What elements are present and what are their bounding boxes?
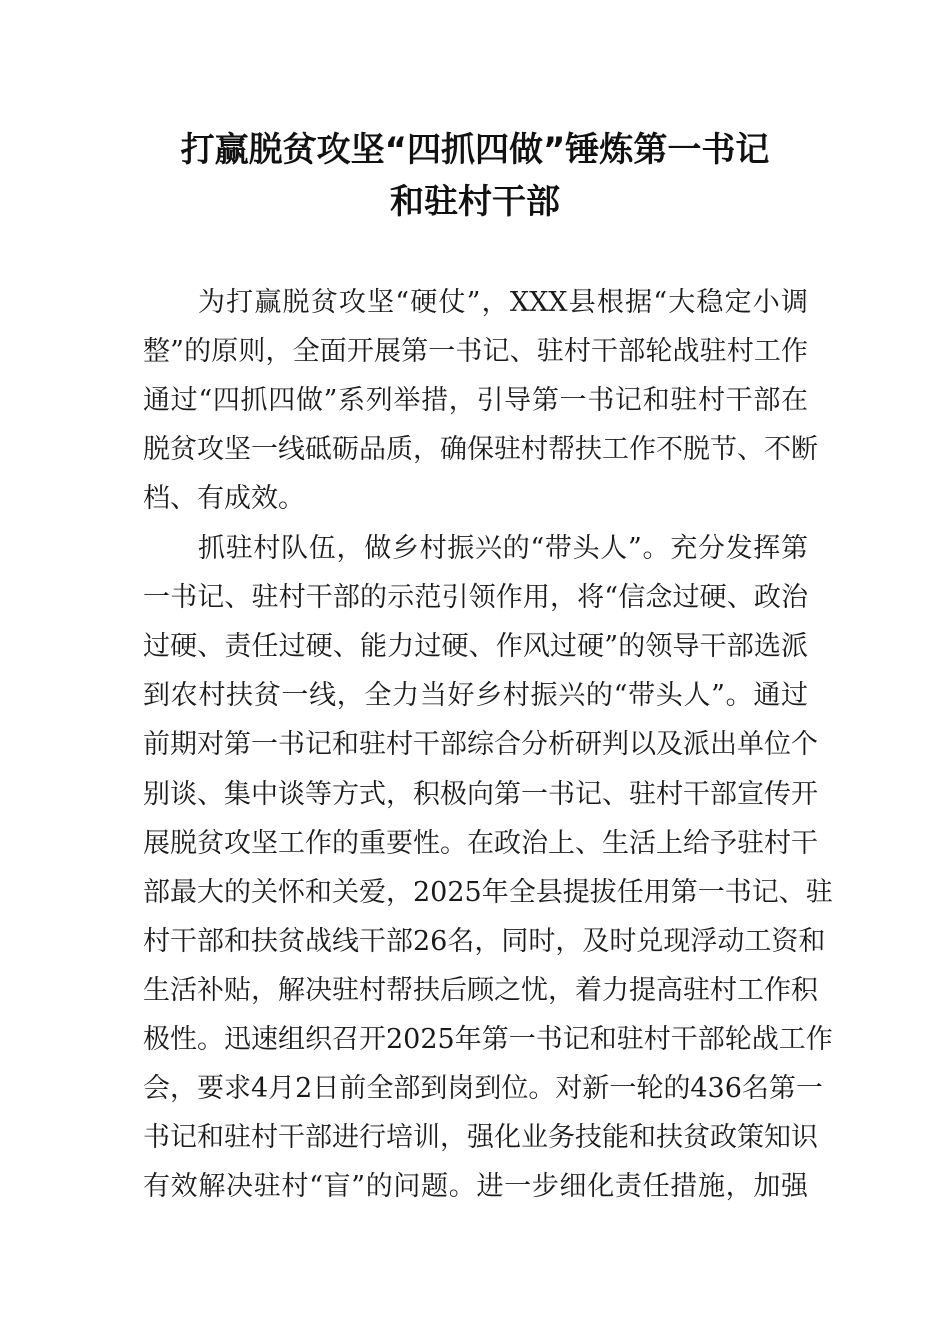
paragraph-2-line-13: 书记和驻村干部进行培训，强化业务技能和扶贫政策知识 (143, 1122, 818, 1153)
paragraph-2-line-9: 村干部和扶贫战线干部26名，同时，及时兑现浮动工资和 (143, 926, 826, 957)
paragraph-2-line-7: 展脱贫攻坚工作的重要性。在政治上、生活上给予驻村干 (143, 828, 818, 859)
paragraph-2-line-10: 生活补贴，解决驻村帮扶后顾之忧，着力提高驻村工作积 (143, 975, 818, 1006)
paragraph-2-line-6: 别谈、集中谈等方式，积极向第一书记、驻村干部宣传开 (143, 779, 818, 810)
paragraph-1-line-5: 档、有成效。 (143, 483, 305, 514)
paragraph-2-line-5: 前期对第一书记和驻村干部综合分析研判以及派出单位个 (143, 729, 818, 760)
paragraph-2-line-12: 会，要求4月2日前全部到岗到位。对新一轮的436名第一 (143, 1073, 823, 1104)
paragraph-2-line-2: 一书记、驻村干部的示范引领作用，将“信念过硬、政治 (143, 582, 808, 613)
document-title-line-1: 打赢脱贫攻坚“四抓四做”锤炼第一书记 (180, 130, 770, 170)
paragraph-2-line-4: 到农村扶贫一线，全力当好乡村振兴的“带头人”。通过 (143, 680, 808, 711)
paragraph-2-line-1: 抓驻村队伍，做乡村振兴的“带头人”。充分发挥第 (198, 533, 808, 564)
paragraph-1-line-3: 通过“四抓四做”系列举措，引导第一书记和驻村干部在 (143, 385, 808, 416)
paragraph-2-line-3: 过硬、责任过硬、能力过硬、作风过硬”的领导干部选派 (143, 631, 808, 662)
paragraph-2-line-14: 有效解决驻村“盲”的问题。进一步细化责任措施，加强 (143, 1171, 808, 1202)
paragraph-1-line-1: 为打赢脱贫攻坚“硬仗”，XXX县根据“大稳定小调 (198, 287, 808, 318)
paragraph-2-line-8: 部最大的关怀和关爱，2025年全县提拔任用第一书记、驻 (143, 877, 833, 908)
paragraph-1-line-4: 脱贫攻坚一线砥砺品质，确保驻村帮扶工作不脱节、不断 (143, 434, 818, 465)
paragraph-2-line-11: 极性。迅速组织召开2025年第一书记和驻村干部轮战工作 (143, 1024, 833, 1055)
paragraph-1-line-2: 整”的原则，全面开展第一书记、驻村干部轮战驻村工作 (143, 336, 808, 367)
document-title-line-2: 和驻村干部 (390, 182, 560, 222)
